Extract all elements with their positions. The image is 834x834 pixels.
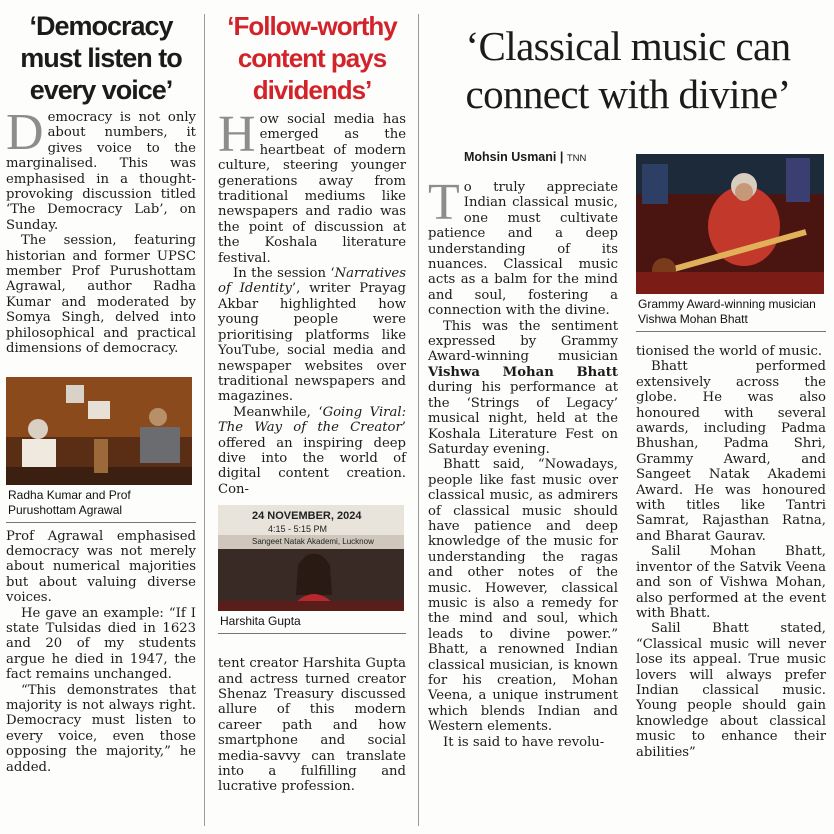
paragraph: Bhatt said, “Nowadays, people like fast music over classical music, as admirers of classical music should have patience and deep knowledge of the music for understanding the ragas and other notes of the music. However, classical music is also a remedy for the mind and soul, which leads to divine power.” Bhatt, a renowned Indian classical musician, is known for his creation, Mohan Veena, a unique instrument which blends Indian and Western elements. xyxy=(428,457,618,735)
photo-banner-date: 24 NOVEMBER, 2024 xyxy=(252,510,362,523)
paragraph: Salil Bhatt stated, “Classical music will never lose its appeal. True music lovers will always prefer Indian classical music. Young people should gain knowledge about classical music to enhance their abilities” xyxy=(636,621,826,760)
photo-caption: Harshita Gupta xyxy=(218,611,406,634)
article-body xyxy=(218,106,407,497)
paragraph: He gave an example: “If I state Tulsidas died in 1623 and 20 of my students argue he died in 1947, the fact remains unchanged. xyxy=(6,605,196,683)
drop-cap: H xyxy=(218,106,256,163)
photo-caption: Grammy Award-winning musician Vishwa Mohan Bhatt xyxy=(636,294,826,332)
article-classical-music xyxy=(428,150,618,750)
paragraph: tionised the world of music. xyxy=(636,344,823,359)
paragraph: tent creator Harshita Gupta and actress turned creator Shenaz Treasury discussed allure of this modern career path and how smartphone and social media-savvy can translate into a fulfilling and lucrative profession. xyxy=(218,656,406,795)
paragraph: It is said to have revolu- xyxy=(443,734,605,750)
byline: Mohsin Usmani | TNN xyxy=(464,150,587,164)
paragraph: In the session ‘Narratives of Identity’, writer Prayag Akbar highlighted how young people were prioritising platforms like YouTube, social media and newspaper websites over traditional newspapers and magazines. xyxy=(218,266,406,405)
photo-vishwa-mohan-bhatt xyxy=(636,154,824,294)
paragraph: Bhatt performed extensively across the globe. He was also honoured with several awards, including Padma Bhushan, Padma Shri, Grammy Award, and Sangeet Natak Akademi Award. He was honoured with titles like Tantri Samrat, Rajasthan Ratna, and Bharat Gaurav. xyxy=(636,359,826,544)
article-body xyxy=(428,174,618,750)
column-rule xyxy=(418,14,419,826)
paragraph: Meanwhile, ‘Going Viral: The Way of the Creator’ offered an inspiring deep dive into the world of digital content creation. Con- xyxy=(218,404,407,497)
panel-photo xyxy=(6,377,192,485)
drop-cap: D xyxy=(6,104,44,161)
headline-democracy: ‘Democracy must listen to every voice’ xyxy=(20,11,182,105)
paragraph: “This demonstrates that majority is not always right. Democracy must listen to every voice, even those opposing the majority,” he added. xyxy=(6,682,196,775)
paragraph: The session, featuring historian and former UPSC member Prof Purushottam Agrawal, author Radha Kumar and moderated by Somya Singh, delved into philosophical and practical dimensions of democracy. xyxy=(6,233,196,357)
paragraph: This was the sentiment expressed by Grammy Award-winning musician Vishwa Mohan Bhatt during his performance at the ‘Strings of Legacy’ musical night, held at the Koshala Literature Fest on Saturday evening. xyxy=(428,318,618,457)
drop-cap: T xyxy=(428,174,460,231)
paragraph: To truly appreciate Indian classical music, one must cultivate patience and a deep understanding of its nuances. Classical music acts as a balm for the mind and soul, fostering a connection with the divine. xyxy=(428,174,618,319)
article-body-continued xyxy=(6,529,196,776)
paragraph: Prof Agrawal emphasised democracy was not merely about numerical majorities but about valuing diverse voices. xyxy=(6,528,196,606)
musician-photo xyxy=(636,154,824,294)
article-content xyxy=(218,0,406,795)
headline-follow-worthy: ‘Follow-worthy content pays dividends’ xyxy=(227,11,397,105)
article-body-continued xyxy=(218,656,406,795)
article-body-continued xyxy=(636,344,826,760)
photo-democracy-panel xyxy=(6,377,192,485)
article-democracy xyxy=(6,0,196,775)
paragraph: How social media has emerged as the heartbeat of modern culture, steering younger generations away from traditional mediums like newspapers and radio was the point of discussion at the Koshala literature festival. xyxy=(218,106,406,266)
photo-banner-time: 4:15 - 5:15 PM xyxy=(268,524,328,535)
photo-caption: Radha Kumar and Prof Purushottam Agrawal xyxy=(6,485,196,523)
article-classical-music-continued xyxy=(636,154,826,760)
headline-classical-music: ‘Classical music can connect with divine’ xyxy=(465,23,791,117)
photo-harshita-gupta xyxy=(218,505,404,611)
article-body xyxy=(6,104,196,357)
paragraph: Salil Mohan Bhatt, inventor of the Satvik Veena and son of Vishwa Mohan, also performed at the event with Bhatt. xyxy=(636,544,826,621)
photo-banner-venue: Sangeet Natak Akademi, Lucknow xyxy=(252,537,374,547)
paragraph: Democracy is not only about numbers, it gives voice to the marginalised. This was emphasised in a thought-provoking discussion titled ‘The Democracy Lab’, on Sunday. xyxy=(6,104,196,233)
column-rule xyxy=(204,14,205,826)
